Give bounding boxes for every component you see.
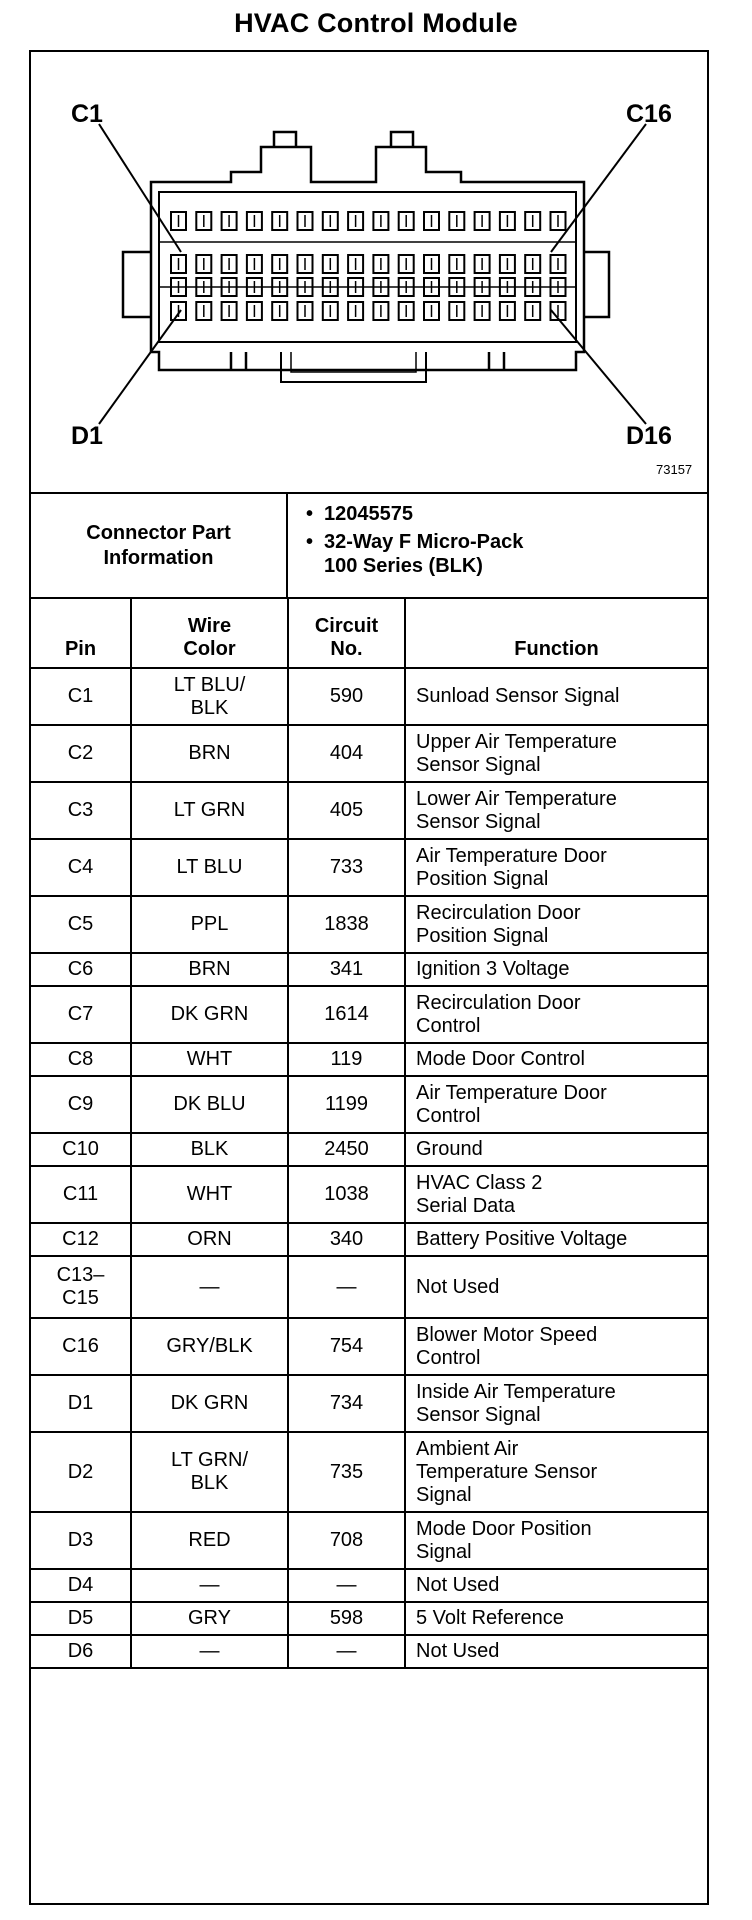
function-cell: HVAC Class 2 Serial Data <box>405 1166 707 1223</box>
key-slot <box>281 352 426 382</box>
table-row <box>31 1375 707 1432</box>
table-row <box>31 782 707 839</box>
function-cell: Recirculation Door Position Signal <box>405 896 707 953</box>
table-row <box>31 1256 707 1318</box>
label-d16: D16 <box>626 422 672 450</box>
function-cell: Ignition 3 Voltage <box>405 953 707 986</box>
circuit-cell: — <box>288 1635 405 1668</box>
pin-grid <box>171 212 566 320</box>
table-row <box>31 1043 707 1076</box>
label-d1: D1 <box>71 422 103 450</box>
circuit-cell: — <box>288 1569 405 1602</box>
latch-right <box>391 132 413 147</box>
table-row <box>31 1569 707 1602</box>
wire-color-cell: GRY <box>131 1602 288 1635</box>
table-row <box>31 986 707 1043</box>
table-row <box>31 1133 707 1166</box>
wire-color-cell: ORN <box>131 1223 288 1256</box>
pin-cell: C13– C15 <box>31 1256 131 1318</box>
function-cell: Blower Motor Speed Control <box>405 1318 707 1375</box>
circuit-cell: 708 <box>288 1512 405 1569</box>
table-row <box>31 839 707 896</box>
circuit-cell: 119 <box>288 1043 405 1076</box>
pin-cell: C1 <box>31 668 131 725</box>
circuit-cell: — <box>288 1256 405 1318</box>
wire-color-cell: BRN <box>131 953 288 986</box>
wire-color-cell: — <box>131 1569 288 1602</box>
circuit-cell: 2450 <box>288 1133 405 1166</box>
function-cell: Lower Air Temperature Sensor Signal <box>405 782 707 839</box>
pin-table-body <box>31 668 707 1668</box>
connector-outline <box>151 147 584 370</box>
header-circuit-no: Circuit No. <box>288 598 405 668</box>
circuit-cell: 1038 <box>288 1166 405 1223</box>
pin-cell: C4 <box>31 839 131 896</box>
function-cell: Air Temperature Door Position Signal <box>405 839 707 896</box>
function-cell: Ambient Air Temperature Sensor Signal <box>405 1432 707 1512</box>
pin-cell: C2 <box>31 725 131 782</box>
leader-c1 <box>99 124 181 252</box>
ear-left <box>123 252 151 317</box>
wire-color-cell: BRN <box>131 725 288 782</box>
wire-color-cell: DK GRN <box>131 986 288 1043</box>
function-cell: Air Temperature Door Control <box>405 1076 707 1133</box>
table-row <box>31 953 707 986</box>
table-row <box>31 1512 707 1569</box>
label-c16: C16 <box>626 100 672 128</box>
table-row <box>31 1223 707 1256</box>
pin-cell: D6 <box>31 1635 131 1668</box>
circuit-cell: 1614 <box>288 986 405 1043</box>
circuit-cell: 1199 <box>288 1076 405 1133</box>
pin-table-header <box>31 598 707 668</box>
figure-number: 73157 <box>656 462 693 477</box>
wire-color-cell: LT BLU <box>131 839 288 896</box>
function-cell: 5 Volt Reference <box>405 1602 707 1635</box>
page-title: HVAC Control Module <box>234 8 518 38</box>
pin-cell: D5 <box>31 1602 131 1635</box>
pin-cell: C5 <box>31 896 131 953</box>
connector-info-item: • 32-Way F Micro-Pack 100 Series (BLK) <box>306 531 524 577</box>
pin-cell: C7 <box>31 986 131 1043</box>
bullet-icon: • <box>306 531 314 553</box>
function-cell: Battery Positive Voltage <box>405 1223 707 1256</box>
pin-cell: D1 <box>31 1375 131 1432</box>
pin-cell: C8 <box>31 1043 131 1076</box>
connector-drawing <box>31 52 707 492</box>
function-cell: Mode Door Control <box>405 1043 707 1076</box>
connector-frame <box>29 50 709 1905</box>
wire-color-cell: BLK <box>131 1133 288 1166</box>
pin-cell: D2 <box>31 1432 131 1512</box>
table-row <box>31 1432 707 1512</box>
wire-color-cell: DK GRN <box>131 1375 288 1432</box>
wire-color-cell: DK BLU <box>131 1076 288 1133</box>
function-cell: Not Used <box>405 1635 707 1668</box>
function-cell: Ground <box>405 1133 707 1166</box>
pin-cell: C11 <box>31 1166 131 1223</box>
circuit-cell: 598 <box>288 1602 405 1635</box>
function-cell: Not Used <box>405 1256 707 1318</box>
pin-cell: D4 <box>31 1569 131 1602</box>
connector-info <box>31 492 707 597</box>
circuit-cell: 733 <box>288 839 405 896</box>
circuit-cell: 734 <box>288 1375 405 1432</box>
wire-color-cell: LT GRN/ BLK <box>131 1432 288 1512</box>
circuit-cell: 1838 <box>288 896 405 953</box>
wire-color-cell: — <box>131 1635 288 1668</box>
connector-info-list <box>306 502 523 578</box>
function-cell: Mode Door Position Signal <box>405 1512 707 1569</box>
wire-color-cell: PPL <box>131 896 288 953</box>
wire-color-cell: LT BLU/ BLK <box>131 668 288 725</box>
pin-cell: C12 <box>31 1223 131 1256</box>
function-cell: Upper Air Temperature Sensor Signal <box>405 725 707 782</box>
header-function: Function <box>405 598 707 668</box>
pin-cell: C6 <box>31 953 131 986</box>
bullet-icon: • <box>306 503 314 525</box>
pin-cell: C10 <box>31 1133 131 1166</box>
table-row <box>31 725 707 782</box>
pin-cell: C3 <box>31 782 131 839</box>
circuit-cell: 404 <box>288 725 405 782</box>
function-cell: Recirculation Door Control <box>405 986 707 1043</box>
wire-color-cell: GRY/BLK <box>131 1318 288 1375</box>
circuit-cell: 405 <box>288 782 405 839</box>
table-row <box>31 1602 707 1635</box>
circuit-cell: 341 <box>288 953 405 986</box>
table-row <box>31 1635 707 1668</box>
header-pin: Pin <box>31 598 131 668</box>
table-row <box>31 1166 707 1223</box>
wire-color-cell: WHT <box>131 1043 288 1076</box>
latch-left <box>274 132 296 147</box>
ear-right <box>584 252 609 317</box>
wire-color-cell: WHT <box>131 1166 288 1223</box>
pin-cell: C16 <box>31 1318 131 1375</box>
table-row <box>31 668 707 725</box>
label-c1: C1 <box>71 100 103 128</box>
wire-color-cell: — <box>131 1256 288 1318</box>
leader-d16 <box>551 310 646 424</box>
circuit-cell: 754 <box>288 1318 405 1375</box>
pin-table <box>31 597 707 1669</box>
table-row <box>31 1076 707 1133</box>
pin-cell: C9 <box>31 1076 131 1133</box>
connector-info-item: • 12045575 <box>306 503 413 525</box>
function-cell: Inside Air Temperature Sensor Signal <box>405 1375 707 1432</box>
function-cell: Not Used <box>405 1569 707 1602</box>
wire-color-cell: RED <box>131 1512 288 1569</box>
connector-info-label-line2: Information <box>103 546 214 569</box>
wire-color-cell: LT GRN <box>131 782 288 839</box>
connector-diagram <box>31 52 707 492</box>
header-wire-color: Wire Color <box>131 598 288 668</box>
leader-c16 <box>551 124 646 252</box>
pin-cell: D3 <box>31 1512 131 1569</box>
connector-info-label <box>31 494 288 597</box>
circuit-cell: 590 <box>288 668 405 725</box>
function-cell: Sunload Sensor Signal <box>405 668 707 725</box>
circuit-cell: 735 <box>288 1432 405 1512</box>
table-row <box>31 1318 707 1375</box>
table-row <box>31 896 707 953</box>
leader-d1 <box>99 310 181 424</box>
circuit-cell: 340 <box>288 1223 405 1256</box>
connector-info-label-line1: Connector Part <box>86 521 231 544</box>
